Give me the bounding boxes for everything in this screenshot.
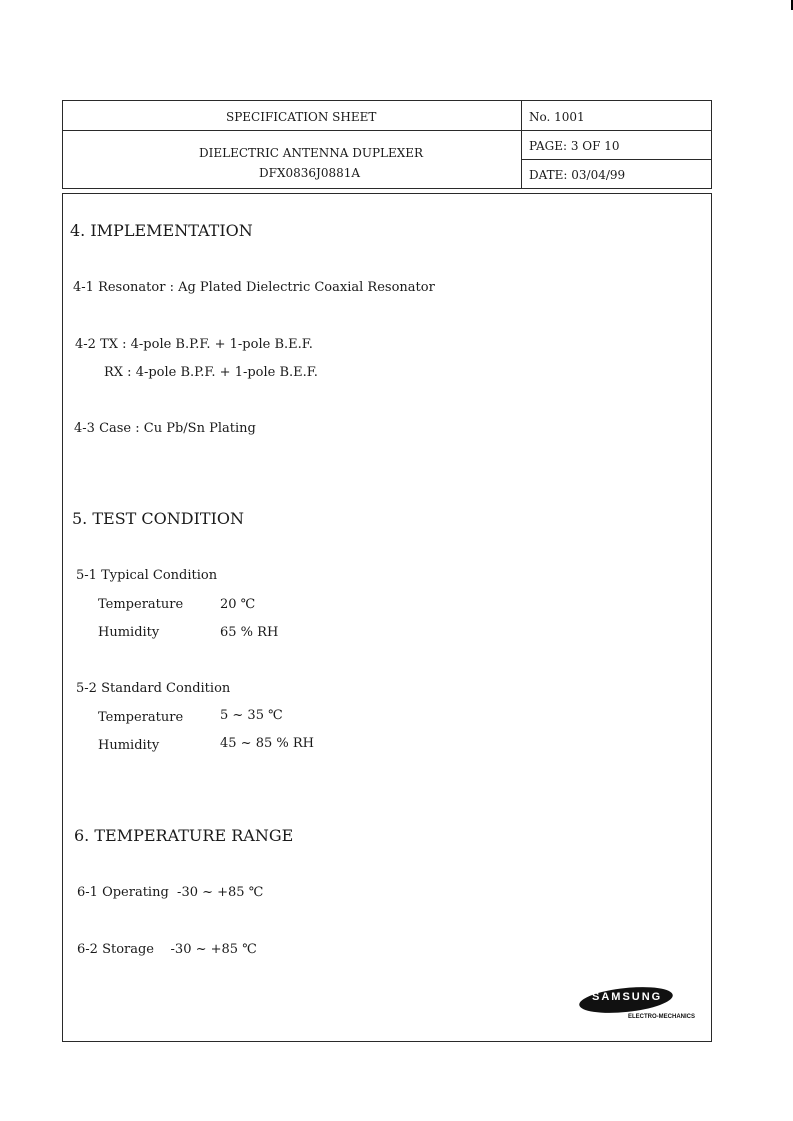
typical-humidity-value: 65 % RH <box>220 625 279 640</box>
product-code: DFX0836J0881A <box>259 166 361 180</box>
standard-humidity-label: Humidity <box>98 738 160 753</box>
spec-header-table <box>62 100 712 189</box>
samsung-logo-subtitle: ELECTRO-MECHANICS <box>628 1014 695 1020</box>
typical-condition-title: 5-1 Typical Condition <box>76 568 218 583</box>
doc-number-cell <box>522 101 711 131</box>
product-name: DIELECTRIC ANTENNA DUPLEXER <box>199 146 424 160</box>
page-number: PAGE: 3 OF 10 <box>529 139 620 153</box>
typical-humidity-label: Humidity <box>98 625 160 640</box>
typical-temperature-value: 20 ℃ <box>220 597 256 612</box>
sheet-title: SPECIFICATION SHEET <box>226 110 377 124</box>
tx-line: 4-2 TX : 4-pole B.P.F. + 1-pole B.E.F. <box>75 337 313 352</box>
rx-line: RX : 4-pole B.P.F. + 1-pole B.E.F. <box>104 365 318 380</box>
date-cell <box>522 160 711 189</box>
case-line: 4-3 Case : Cu Pb/Sn Plating <box>74 421 256 436</box>
header-title-cell <box>63 101 521 131</box>
samsung-logo <box>578 985 713 1025</box>
resonator-line: 4-1 Resonator : Ag Plated Dielectric Coaxial Resonator <box>73 280 435 295</box>
storage-temperature-line: 6-2 Storage -30 ~ +85 ℃ <box>77 942 257 957</box>
standard-temperature-value: 5 ~ 35 ℃ <box>220 708 283 723</box>
standard-temperature-label: Temperature <box>98 710 184 725</box>
operating-temperature-line: 6-1 Operating -30 ~ +85 ℃ <box>77 885 264 900</box>
spec-body <box>62 193 712 1042</box>
doc-number: No. 1001 <box>529 110 585 124</box>
samsung-logo-wordmark: SAMSUNG <box>592 991 663 1003</box>
standard-condition-title: 5-2 Standard Condition <box>76 681 231 696</box>
section-heading-test-condition: 5. TEST CONDITION <box>72 509 245 528</box>
section-heading-implementation: 4. IMPLEMENTATION <box>70 221 253 240</box>
doc-date: DATE: 03/04/99 <box>529 168 626 182</box>
typical-temperature-label: Temperature <box>98 597 184 612</box>
section-heading-temperature-range: 6. TEMPERATURE RANGE <box>74 826 294 845</box>
header-right <box>522 101 711 188</box>
page-cell <box>522 131 711 160</box>
standard-humidity-value: 45 ~ 85 % RH <box>220 736 314 751</box>
header-left <box>63 101 522 188</box>
